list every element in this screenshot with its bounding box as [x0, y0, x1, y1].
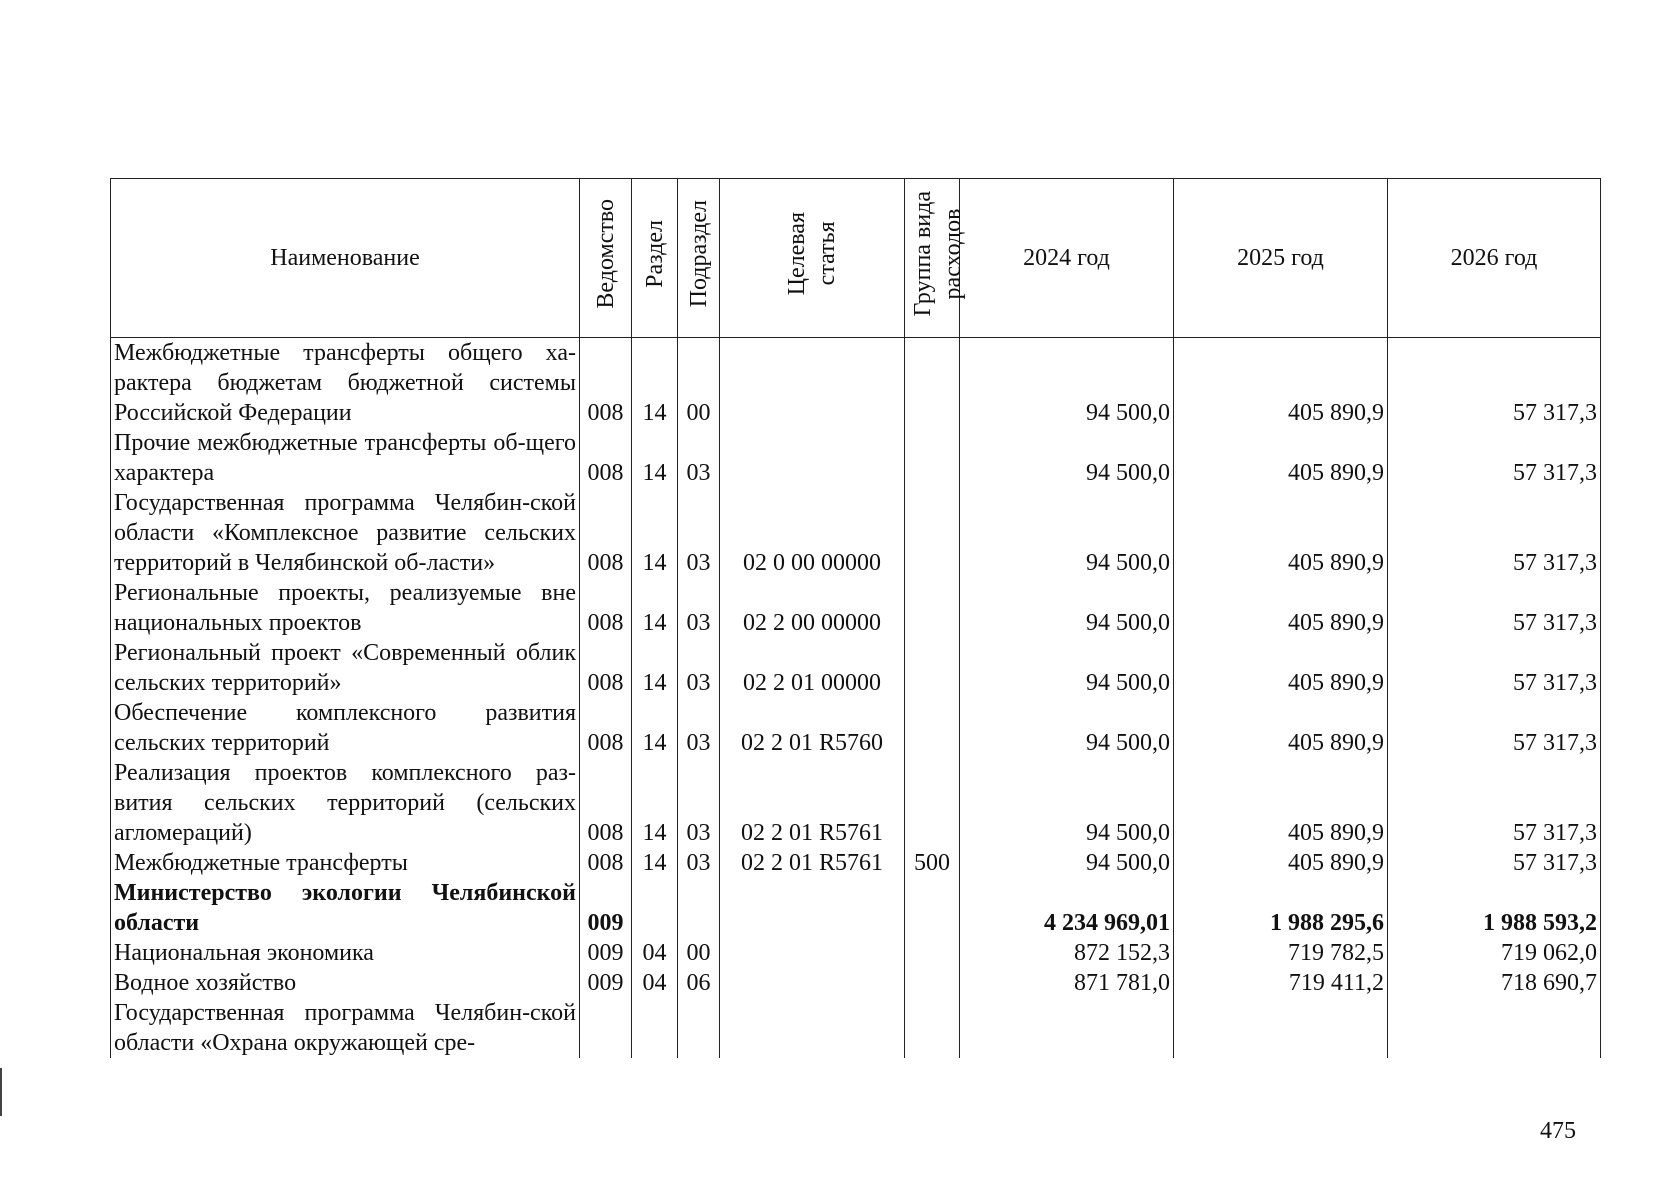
- cell-name: Межбюджетные трансферты: [111, 848, 580, 878]
- header-2024: 2024 год: [960, 179, 1174, 338]
- cell-section: 04: [632, 968, 678, 998]
- cell-2025: 1 988 295,6: [1174, 878, 1388, 938]
- cell-expense-group: [905, 488, 960, 578]
- cell-2025: 405 890,9: [1174, 638, 1388, 698]
- cell-2026: 718 690,7: [1388, 968, 1601, 998]
- cell-department: 008: [580, 758, 632, 848]
- cell-2025: 719 411,2: [1174, 968, 1388, 998]
- cell-department: 008: [580, 578, 632, 638]
- budget-table: [110, 178, 1601, 1058]
- header-2026: 2026 год: [1388, 179, 1601, 338]
- cell-2025: 405 890,9: [1174, 338, 1388, 429]
- cell-2026: 57 317,3: [1388, 338, 1601, 429]
- cell-2024: 871 781,0: [960, 968, 1174, 998]
- table-row: [111, 338, 1601, 429]
- cell-2024: 94 500,0: [960, 698, 1174, 758]
- cell-section: [632, 998, 678, 1058]
- cell-name: Региональный проект «Современный облик сельских территорий»: [111, 638, 580, 698]
- table-row: [111, 638, 1601, 698]
- table-row: [111, 578, 1601, 638]
- cell-expense-group: [905, 338, 960, 429]
- cell-name: Межбюджетные трансферты общего ха-рактера бюджетам бюджетной системы Российской Федерации: [111, 338, 580, 429]
- cell-expense-group: [905, 998, 960, 1058]
- table-row: [111, 428, 1601, 488]
- header-2025: 2025 год: [1174, 179, 1388, 338]
- cell-name: Национальная экономика: [111, 938, 580, 968]
- cell-subsection: 06: [678, 968, 720, 998]
- cell-name: Обеспечение комплексного развития сельских территорий: [111, 698, 580, 758]
- cell-subsection: 00: [678, 938, 720, 968]
- header-name: Наименование: [111, 179, 580, 338]
- cell-2024: 94 500,0: [960, 488, 1174, 578]
- header-target-item: Целевая статья: [720, 179, 905, 338]
- cell-expense-group: [905, 968, 960, 998]
- cell-expense-group: [905, 698, 960, 758]
- table-row: [111, 488, 1601, 578]
- cell-2025: 405 890,9: [1174, 758, 1388, 848]
- cell-department: [580, 998, 632, 1058]
- cell-2024: 94 500,0: [960, 428, 1174, 488]
- cell-target-item: [720, 878, 905, 938]
- table-row: [111, 758, 1601, 848]
- cell-2026: 57 317,3: [1388, 638, 1601, 698]
- cell-subsection: 03: [678, 638, 720, 698]
- cell-2026: 57 317,3: [1388, 758, 1601, 848]
- cell-2026: 57 317,3: [1388, 578, 1601, 638]
- cell-section: 14: [632, 758, 678, 848]
- cell-2026: [1388, 998, 1601, 1058]
- cell-name: Прочие межбюджетные трансферты об-щего характера: [111, 428, 580, 488]
- table-row: [111, 998, 1601, 1058]
- header-department: Ведомство: [580, 179, 632, 338]
- cell-2024: 94 500,0: [960, 758, 1174, 848]
- cell-department: 008: [580, 428, 632, 488]
- cell-section: 14: [632, 698, 678, 758]
- cell-section: 14: [632, 638, 678, 698]
- cell-2024: 94 500,0: [960, 848, 1174, 878]
- cell-subsection: 03: [678, 578, 720, 638]
- cell-2026: 57 317,3: [1388, 848, 1601, 878]
- cell-target-item: 02 2 01 R5761: [720, 848, 905, 878]
- cell-2024: 872 152,3: [960, 938, 1174, 968]
- cell-section: 14: [632, 578, 678, 638]
- cell-target-item: 02 2 00 00000: [720, 578, 905, 638]
- table-row: [111, 848, 1601, 878]
- cell-target-item: 02 0 00 00000: [720, 488, 905, 578]
- cell-2024: 4 234 969,01: [960, 878, 1174, 938]
- cell-2025: 405 890,9: [1174, 428, 1388, 488]
- cell-name: Водное хозяйство: [111, 968, 580, 998]
- table-row: [111, 698, 1601, 758]
- table-row: [111, 968, 1601, 998]
- cell-name: Реализация проектов комплексного раз-вития сельских территорий (сельских агломераций): [111, 758, 580, 848]
- cell-expense-group: 500: [905, 848, 960, 878]
- cell-2026: 57 317,3: [1388, 698, 1601, 758]
- cell-department: 009: [580, 938, 632, 968]
- cell-expense-group: [905, 638, 960, 698]
- cell-target-item: [720, 338, 905, 429]
- cell-target-item: 02 2 01 R5760: [720, 698, 905, 758]
- cell-subsection: 00: [678, 338, 720, 429]
- cell-subsection: [678, 878, 720, 938]
- cell-department: 009: [580, 968, 632, 998]
- cell-2026: 719 062,0: [1388, 938, 1601, 968]
- table-body: [111, 338, 1601, 1059]
- cell-2024: 94 500,0: [960, 638, 1174, 698]
- cell-name: Региональные проекты, реализуемые вне национальных проектов: [111, 578, 580, 638]
- cell-subsection: 03: [678, 488, 720, 578]
- cell-subsection: 03: [678, 428, 720, 488]
- cell-expense-group: [905, 938, 960, 968]
- cell-subsection: [678, 998, 720, 1058]
- cell-subsection: 03: [678, 848, 720, 878]
- cell-2026: 57 317,3: [1388, 488, 1601, 578]
- cell-name: Министерство экологии Челябинской области: [111, 878, 580, 938]
- header-row: [111, 179, 1601, 338]
- header-section: Раздел: [632, 179, 678, 338]
- cell-subsection: 03: [678, 698, 720, 758]
- cell-section: 14: [632, 848, 678, 878]
- cell-target-item: 02 2 01 00000: [720, 638, 905, 698]
- cell-section: 14: [632, 488, 678, 578]
- cell-2025: 405 890,9: [1174, 698, 1388, 758]
- cell-target-item: [720, 968, 905, 998]
- cell-section: 14: [632, 428, 678, 488]
- cell-expense-group: [905, 578, 960, 638]
- cell-section: [632, 878, 678, 938]
- cell-expense-group: [905, 428, 960, 488]
- header-expense-group: Группа вида расходов: [905, 179, 960, 338]
- scan-artifact: [0, 1068, 2, 1116]
- cell-section: 04: [632, 938, 678, 968]
- cell-2025: 405 890,9: [1174, 488, 1388, 578]
- cell-department: 008: [580, 488, 632, 578]
- cell-2025: 405 890,9: [1174, 578, 1388, 638]
- cell-2024: 94 500,0: [960, 578, 1174, 638]
- cell-department: 008: [580, 698, 632, 758]
- cell-department: 008: [580, 638, 632, 698]
- cell-name: Государственная программа Челябин-ской области «Комплексное развитие сельских территорий в Челябинской об-ласти»: [111, 488, 580, 578]
- cell-department: 009: [580, 878, 632, 938]
- cell-2025: [1174, 998, 1388, 1058]
- cell-2025: 719 782,5: [1174, 938, 1388, 968]
- cell-2024: 94 500,0: [960, 338, 1174, 429]
- cell-expense-group: [905, 878, 960, 938]
- cell-2026: 1 988 593,2: [1388, 878, 1601, 938]
- cell-target-item: [720, 998, 905, 1058]
- cell-department: 008: [580, 338, 632, 429]
- cell-2026: 57 317,3: [1388, 428, 1601, 488]
- cell-name: Государственная программа Челябин-ской области «Охрана окружающей сре-: [111, 998, 580, 1058]
- cell-department: 008: [580, 848, 632, 878]
- cell-target-item: [720, 428, 905, 488]
- cell-subsection: 03: [678, 758, 720, 848]
- header-subsection: Подраздел: [678, 179, 720, 338]
- cell-2025: 405 890,9: [1174, 848, 1388, 878]
- table-row: [111, 878, 1601, 938]
- cell-expense-group: [905, 758, 960, 848]
- cell-target-item: 02 2 01 R5761: [720, 758, 905, 848]
- cell-target-item: [720, 938, 905, 968]
- cell-section: 14: [632, 338, 678, 429]
- page-number: 475: [1540, 1118, 1576, 1144]
- table-row: [111, 938, 1601, 968]
- cell-2024: [960, 998, 1174, 1058]
